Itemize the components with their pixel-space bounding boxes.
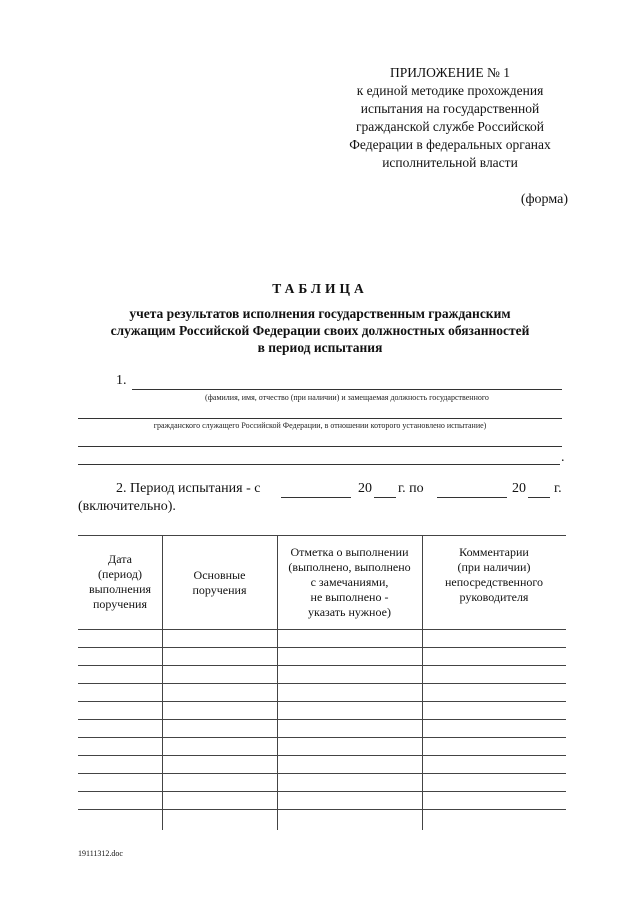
item2-year2-label: 20 (512, 481, 526, 496)
footer-filename: 19111312.doc (78, 849, 123, 858)
header-line: (выполнено, выполнено (288, 560, 411, 574)
header-line: руководителя (459, 590, 529, 604)
table-row[interactable] (78, 773, 566, 774)
appendix-line: гражданской службе Российской (356, 119, 544, 134)
header-line: (при наличии) (457, 560, 531, 574)
item1-fill-line-3[interactable] (78, 446, 562, 447)
item2-continuation: (включительно). (78, 499, 176, 514)
table-row[interactable] (78, 755, 566, 756)
table-top-border (78, 535, 566, 536)
subtitle-line: служащим Российской Федерации своих должностных обязанностей (110, 323, 530, 338)
header-line: Отметка о выполнении (290, 545, 409, 559)
appendix-line: к единой методике прохождения (356, 83, 544, 98)
item1-number: 1. (116, 373, 127, 388)
document-subtitle (60, 305, 580, 356)
form-label: (форма) (520, 192, 568, 207)
header-completion-mark (277, 545, 422, 620)
item2-year-to[interactable] (528, 497, 550, 498)
table-row[interactable] (78, 701, 566, 702)
item2-day-month-from[interactable] (281, 497, 351, 498)
item2-year-from[interactable] (374, 497, 396, 498)
header-assignments (162, 568, 277, 598)
table-row[interactable] (78, 737, 566, 738)
header-line: непосредственного (444, 575, 544, 589)
header-line: поручения (93, 597, 147, 611)
header-line: указать нужное) (308, 605, 391, 619)
table-row[interactable] (78, 683, 566, 684)
item2-suffix: г. (554, 481, 562, 496)
item1-fill-line[interactable] (132, 389, 562, 390)
document-title: ТАБЛИЦА (272, 281, 368, 296)
subtitle-line: учета результатов исполнения государственным гражданским (129, 306, 511, 321)
item1-end-mark: . (561, 450, 565, 465)
header-line: Основные (193, 568, 246, 582)
appendix-line: исполнительной власти (382, 155, 518, 170)
header-line: (период) (98, 567, 142, 581)
table-row[interactable] (78, 809, 566, 810)
table-row[interactable] (78, 665, 566, 666)
appendix-line: ПРИЛОЖЕНИЕ № 1 (389, 65, 511, 80)
subtitle-line: в период испытания (257, 340, 383, 355)
item1-fill-line-2[interactable] (78, 418, 562, 419)
item2-middle: г. по (398, 481, 424, 496)
table-row[interactable] (78, 647, 566, 648)
item2-prefix: 2. Период испытания - с (116, 481, 261, 496)
header-line: Комментарии (459, 545, 529, 559)
header-line: с замечаниями, (310, 575, 389, 589)
table-row[interactable] (78, 629, 566, 630)
item2-day-month-to[interactable] (437, 497, 507, 498)
header-comments (422, 545, 566, 605)
header-line: Дата (108, 552, 132, 566)
appendix-block (330, 64, 570, 172)
item1-caption-2: гражданского служащего Российской Федерации, в отношении которого установлено испытание) (153, 421, 487, 430)
item1-caption-1: (фамилия, имя, отчество (при наличии) и замещаемая должность государственного (205, 393, 489, 402)
header-line: не выполнено - (310, 590, 389, 604)
item2-year1-label: 20 (358, 481, 372, 496)
results-table (78, 535, 566, 830)
table-row[interactable] (78, 719, 566, 720)
appendix-line: испытания на государственной (360, 101, 540, 116)
header-date (78, 552, 162, 612)
table-row[interactable] (78, 791, 566, 792)
appendix-line: Федерации в федеральных органах (349, 137, 551, 152)
header-line: выполнения (88, 582, 152, 596)
header-line: поручения (192, 583, 247, 597)
item1-fill-line-4[interactable] (78, 464, 560, 465)
